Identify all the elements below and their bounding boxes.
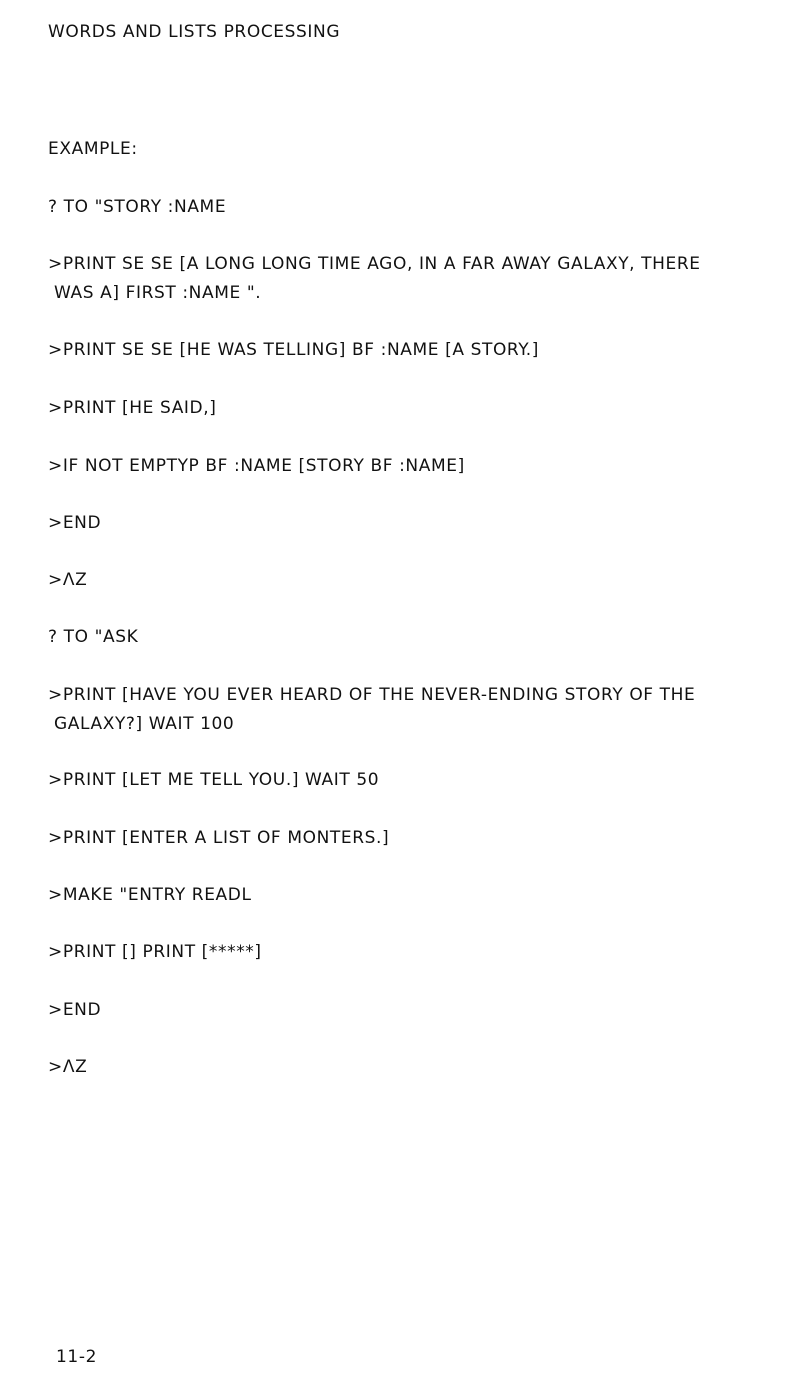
code-line: >ΛZ — [48, 1057, 88, 1077]
code-line: >PRINT SE SE [A LONG LONG TIME AGO, IN A FAR AWAY GALAXY, THERE WAS A] FIRST :NAME ". — [48, 254, 701, 303]
code-line: >PRINT [LET ME TELL YOU.] WAIT 50 — [48, 770, 380, 790]
page-number: 11-2 — [56, 1347, 97, 1367]
code-line: ? TO "ASK — [48, 627, 139, 647]
code-line: >END — [48, 513, 102, 533]
page-heading: WORDS AND LISTS PROCESSING — [48, 22, 341, 42]
code-line: >ΛZ — [48, 570, 88, 590]
example-label: EXAMPLE: — [48, 139, 138, 159]
code-line: >IF NOT EMPTYP BF :NAME [STORY BF :NAME] — [48, 456, 465, 476]
code-line: >PRINT [HE SAID,] — [48, 398, 217, 418]
code-line: >PRINT [HAVE YOU EVER HEARD OF THE NEVER-ENDING STORY OF THE GALAXY?] WAIT 100 — [48, 685, 696, 734]
code-line: ? TO "STORY :NAME — [48, 197, 227, 217]
code-line: >PRINT [ENTER A LIST OF MONTERS.] — [48, 828, 390, 848]
code-line: >MAKE "ENTRY READL — [48, 885, 252, 905]
code-line: >PRINT [] PRINT [*****] — [48, 942, 262, 962]
code-line: >PRINT SE SE [HE WAS TELLING] BF :NAME [A STORY.] — [48, 340, 540, 360]
code-line: >END — [48, 1000, 102, 1020]
